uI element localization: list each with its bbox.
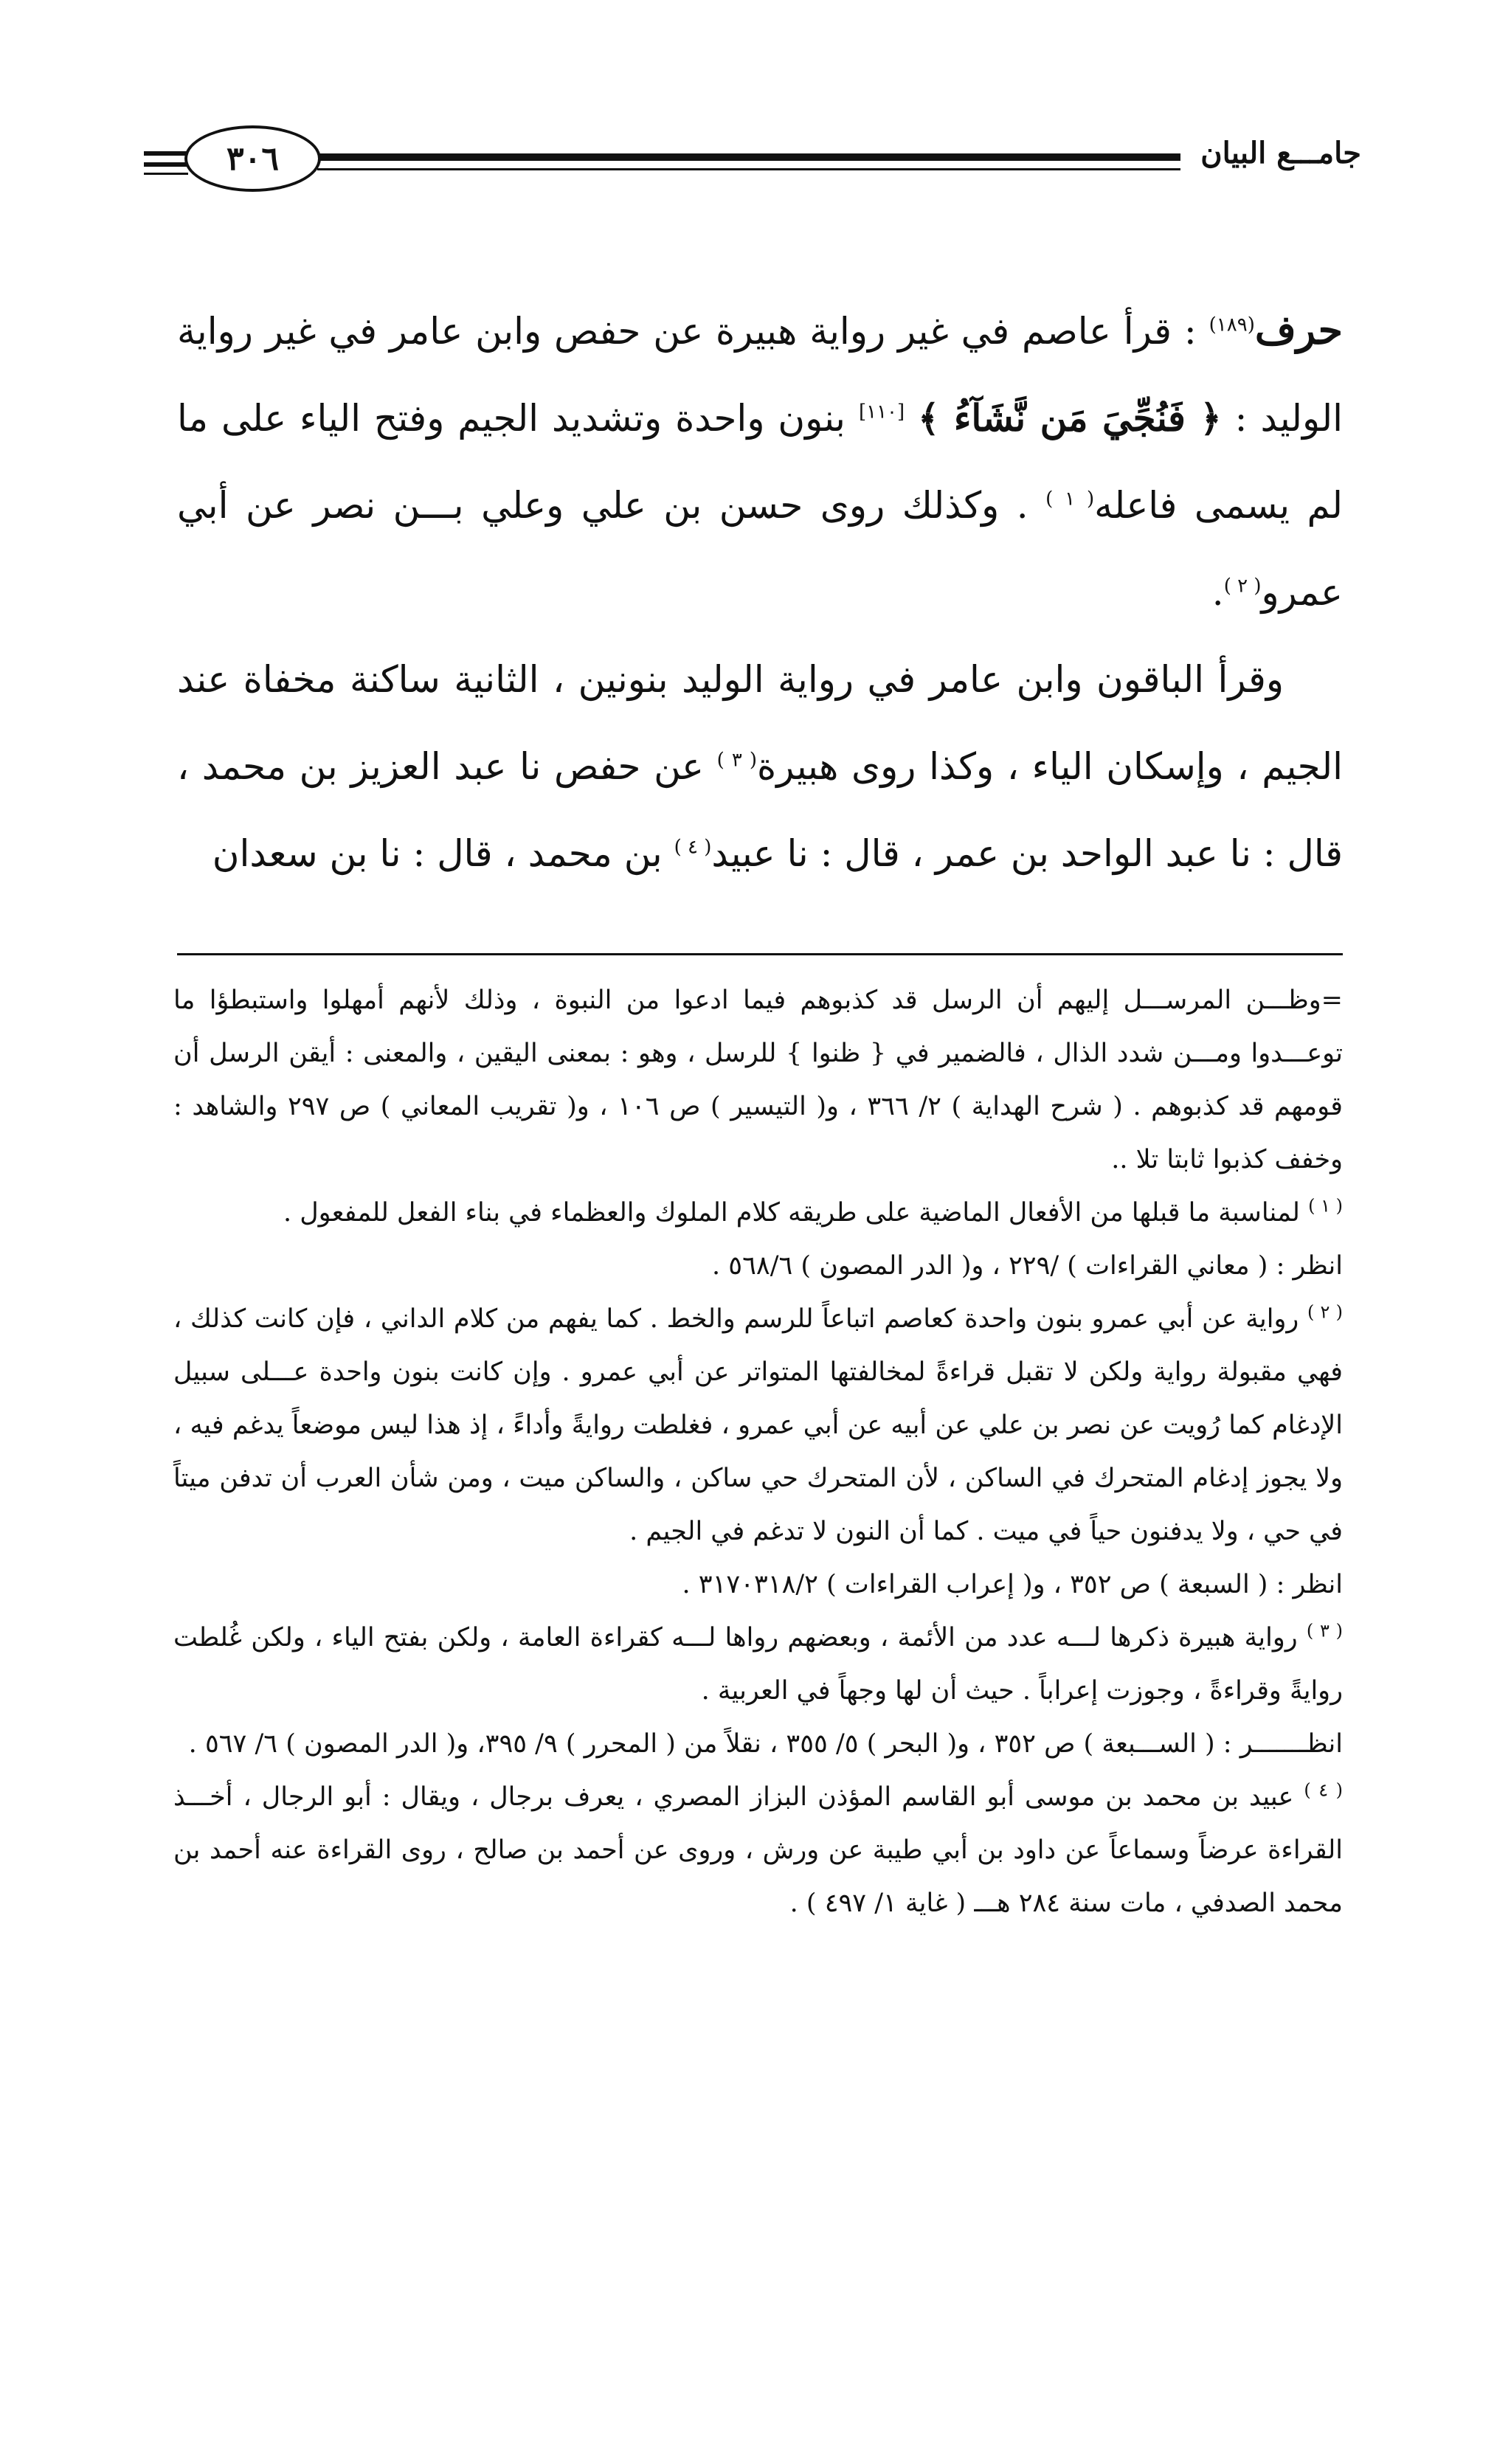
footnote-4: [173, 1771, 1343, 1930]
footnote-reference: انظر : ( معاني القراءات ) /٢٢٩ ، و( الدر المصون ) ٥٦٨/٦ .: [712, 1251, 1343, 1281]
header-rule: [317, 153, 1180, 161]
footnote-text: لمناسبة ما قبلها من الأفعال الماضية على طريقه كلام الملوك والعظماء في بناء الفعل للمفعول .: [283, 1198, 1309, 1228]
header-rule: [317, 168, 1180, 170]
footnote-2: [173, 1292, 1343, 1558]
footnote-marker: ( ٣ ): [1306, 1620, 1343, 1641]
header-rule: [144, 151, 188, 156]
letter-heading: حرف: [1254, 306, 1343, 353]
text: .: [1211, 571, 1224, 614]
footnote-1: [173, 1186, 1343, 1239]
footnote-separator: [177, 953, 1343, 955]
text: بنون واحدة وتشديد الجيم وفتح الياء على ما لم يسمى فاعله: [177, 397, 1343, 527]
text: وقرأ الباقون وابن عامر في رواية الوليد بنونين ، الثانية ساكنة مخفاة عند الجيم ، وإسكان الياء ، وكذا روى هبيرة: [177, 658, 1343, 788]
text: . وكذلك روى حسن بن علي وعلي بـــن نصر عن أبي عمرو: [177, 484, 1343, 614]
verse-number: [١١٠]: [858, 401, 905, 423]
paragraph: [177, 286, 1343, 636]
footnote-ref[interactable]: ( ٤ ): [674, 836, 712, 859]
text: بن محمد ، قال : نا بن سعدان: [212, 832, 674, 875]
main-text: [177, 286, 1343, 897]
header-rule: [144, 162, 188, 167]
footnote-marker: ( ١ ): [1308, 1195, 1343, 1217]
page-header: [144, 111, 1361, 207]
footnote-marker: ( ٢ ): [1307, 1301, 1344, 1323]
heading-number: (١٨٩): [1209, 314, 1255, 336]
quran-verse: ﴿ فَنُجِّيَ مَن نَّشَآءُ ﴾: [918, 396, 1222, 440]
text: عن حفص نا عبد العزيز بن محمد ، قال : نا عبد الواحد بن عمر ، قال : نا عبيد: [177, 745, 1343, 875]
footnote-ref[interactable]: ( ١ ): [1045, 488, 1095, 511]
paragraph: [177, 636, 1343, 897]
book-title: جامـــع البيان: [1200, 136, 1361, 170]
footnote-text: رواية هبيرة ذكرها لـــه عدد من الأئمة ، وبعضهم رواها لـــه كقراءة العامة ، ولكن بفتح الياء ، ولكن غُلطت روايةً وقراءةً ، وجوزت إعراباً . حيث أن لها وجهاً في العربية .: [173, 1623, 1343, 1706]
text: : قرأ عاصم في غير رواية هبيرة عن حفص وابن عامر في غير رواية الوليد :: [177, 310, 1344, 440]
footnote-reference: انظر : ( السبعة ) ص ٣٥٢ ، و( إعراب القراءات ) ٣١٧٠٣١٨/٢ .: [682, 1570, 1343, 1599]
footnote-marker: ( ٤ ): [1304, 1779, 1344, 1801]
footnote-ref[interactable]: ( ٢ ): [1223, 575, 1262, 598]
footnote-reference: انظـــــــر : ( الســـبعة ) ص ٣٥٢ ، و( البحر ) ٥/ ٣٥٥ ، نقلاً من ( المحرر ) ٩/ ٣٩٥، و( الدر المصون ) ٦/ ٥٦٧ .: [188, 1729, 1343, 1759]
footnote-text: عبيد بن محمد بن موسى أبو القاسم المؤذن البزاز المصري ، يعرف برجال ، ويقال : أبو الرجال ، أخـــذ القراءة عرضاً وسماعاً عن داود بن أبي طيبة عن ورش ، وروى عن أحمد بن صالح ، روى القراءة عنه أحمد بن محمد الصدفي ، مات سنة ٢٨٤ هـــ ( غاية ١/ ٤٩٧ ) .: [173, 1782, 1343, 1918]
header-rule: [144, 173, 188, 175]
footnote-text: رواية عن أبي عمرو بنون واحدة كعاصم اتباعاً للرسم والخط . كما يفهم من كلام الداني ، فإن كانت كذلك ، فهي مقبولة رواية ولكن لا تقبل قراءةً لمخالفتها المتواتر عن أبي عمرو . وإن كانت بنون واحدة عـــلى سبيل الإدغام كما رُويت عن نصر بن علي عن أبيه عن أبي عمرو ، فغلطت روايةً وأداءً ، إذ هذا ليس موضعاً يدغم فيه ، ولا يجوز إدغام المتحرك في الساكن ، لأن المتحرك حي ساكن ، والساكن ميت ، ومن شأن العرب أن تدفن ميتاً في حي ، ولا يدفنون حياً في ميت . كما أن النون لا تدغم في الجيم .: [173, 1304, 1343, 1546]
footnote-3: [173, 1611, 1343, 1717]
footnote-ref[interactable]: ( ٣ ): [716, 749, 757, 772]
footnotes: [173, 974, 1343, 1930]
page-number: ٣٠٦: [184, 125, 321, 192]
footnote-continuation: =وظـــن المرســـل إليهم أن الرسل قد كذبوهم فيما ادعوا من النبوة ، وذلك لأنهم أمهلوا واستبطؤا ما توعـــدوا ومـــن شدد الذال ، فالضمير في { ظنوا } للرسل ، وهو : بمعنى اليقين ، والمعنى : أيقن الرسل أن قومهم قد كذبوهم . ( شرح الهداية ) ٢/ ٣٦٦ ، و( التيسير ) ص ١٠٦ ، و( تقريب المعاني ) ص ٢٩٧ والشاهد : وخفف كذبوا ثابتا تلا ..: [173, 986, 1343, 1174]
